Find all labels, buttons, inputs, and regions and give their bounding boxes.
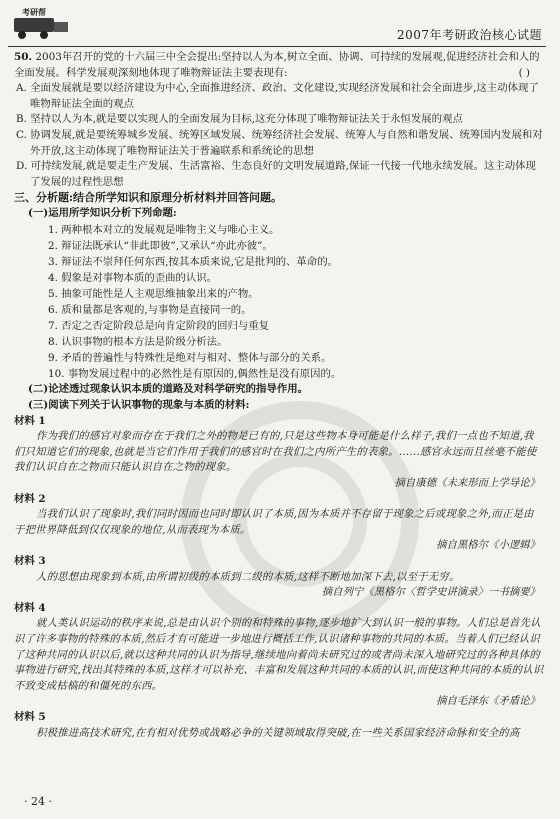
question-stem: 2003年召开的党的十六届三中全会提出:坚持以人为本,树立全面、协调、可持续的发展观,促进经济社会和人的全面发展。科学发展观深刻地体现了唯物辩证法主要表现有: bbox=[14, 51, 540, 79]
running-header-title: 2007年考研政治核心试题 bbox=[396, 28, 542, 42]
material-label: 材料 4 bbox=[14, 601, 46, 614]
proposition-item: 10. 事物发展过程中的必然性是有原因的,偶然性是没有原因的。 bbox=[48, 368, 342, 381]
publisher-logo bbox=[12, 8, 74, 42]
proposition-item: 1. 两种根本对立的发展观是唯物主义与唯心主义。 bbox=[48, 223, 280, 236]
material-label: 材料 2 bbox=[14, 492, 46, 505]
proposition-item: 9. 矛盾的普遍性与特殊性是绝对与相对、整体与部分的关系。 bbox=[48, 352, 332, 365]
question-50 bbox=[14, 50, 544, 81]
proposition-item: 3. 辩证法不崇拜任何东西,按其本质来说,它是批判的、革命的。 bbox=[48, 255, 338, 268]
answer-bracket: ( ) bbox=[518, 66, 530, 79]
subsection-2-heading: (二)论述透过现象认识本质的道路及对科学研究的指导作用。 bbox=[28, 383, 308, 396]
option-d: D. 可持续发展,就是要走生产发展、生活富裕、生态良好的文明发展道路,保证一代接一代地永续发展。这主动体现了发展的过程性思想 bbox=[16, 160, 536, 188]
page-header bbox=[8, 6, 546, 47]
option-b: B. 坚持以人为本,就是要以实现人的全面发展为目标,这充分体现了唯物辩证法关于永恒发展的观点 bbox=[16, 113, 463, 126]
question-number: 50. bbox=[14, 51, 33, 63]
material-body: 作为我们的感官对象而存在于我们之外的物是已有的,只是这些物本身可能是什么样子,我们一点也不知道,我们只知道它们的现象,也就是当它们作用于我们的感官时在我们之内所产生的表象。……感官永远而且丝毫不能使我们认识自在之物而只能认识自在之物的现象。 bbox=[14, 430, 537, 474]
page-content bbox=[14, 50, 544, 741]
material-source: 摘自黑格尔《小逻辑》 bbox=[436, 539, 540, 552]
subsection-1-heading: (一)运用所学知识分析下列命题: bbox=[28, 206, 177, 219]
material-source: 摘自列宁《黑格尔〈哲学史讲演录〉一书摘要》 bbox=[321, 586, 540, 599]
material-body: 当我们认识了现象时,我们同时因而也同时即认识了本质,因为本质并不存留于现象之后或现象之外,而正是由于把世界降低到仅仅现象的地位,从而表现为本质。 bbox=[14, 508, 534, 536]
proposition-item: 6. 质和量都是客观的,与事物是直接同一的。 bbox=[48, 304, 252, 316]
proposition-item: 7. 否定之否定阶段总是向肯定阶段的回归与重复 bbox=[48, 320, 270, 333]
material-label: 材料 3 bbox=[14, 555, 46, 567]
proposition-item: 8. 认识事物的根本方法是阶级分析法。 bbox=[48, 336, 228, 349]
option-c: C. 协调发展,就是要统筹城乡发展、统筹区域发展、统筹经济社会发展、统筹人与自然和谐发展、统筹国内发展和对外开放,这主动体现了唯物辩证法关于普遍联系和系统论的思想 bbox=[16, 128, 543, 157]
page-number: · 24 · bbox=[24, 795, 52, 808]
subsection-3-heading: (三)阅读下列关于认识事物的现象与本质的材料: bbox=[28, 399, 250, 412]
section-heading: 三、分析题:结合所学知识和原理分析材料并回答问题。 bbox=[14, 191, 283, 205]
proposition-item: 5. 抽象可能性是人主观思维抽象出来的产物。 bbox=[48, 287, 259, 300]
logo-text: 考研帮 bbox=[22, 7, 46, 17]
option-a: A. 全面发展就是要以经济建设为中心,全面推进经济、政治、文化建设,实现经济发展和社会全面进步,这主动体现了唯物辩证法全面的观点 bbox=[16, 82, 539, 110]
material-label: 材料 5 bbox=[14, 710, 46, 723]
proposition-item: 2. 辩证法既承认“非此即彼”,又承认“亦此亦彼”。 bbox=[48, 239, 273, 252]
material-source: 摘自康德《未来形而上学导论》 bbox=[394, 477, 540, 490]
material-label: 材料 1 bbox=[14, 414, 46, 427]
proposition-item: 4. 假象是对事物本质的歪曲的认识。 bbox=[48, 271, 218, 284]
material-body: 人的思想由现象到本质,由所谓初级的本质到二级的本质,这样不断地加深下去,以至于无穷。 bbox=[36, 570, 460, 583]
material-body: 积极推进高技术研究,在有相对优势或战略必争的关键领域取得突破,在一些关系国家经济命脉和安全的高 bbox=[36, 726, 520, 739]
material-body: 就人类认识运动的秩序来说,总是由认识个别的和特殊的事物,逐步地扩大到认识一般的事物。人们总是首先认识了许多事物的特殊的本质,然后才有可能进一步地进行概括工作,认识诸种事物的共同的本质。当着人们已经认识了这种共同的认识以后,就以这种共同的认识为指导,继续地向着尚未研究过的或者尚未深入地研究过的各种具体的事物进行研究,找出其特殊的本质,这样才可以补充、丰富和发展这种共同的本质的认识,而使这种共同的本质的认识不致变成枯槁的和僵死的东西。 bbox=[14, 617, 544, 692]
material-source: 摘自毛泽东《矛盾论》 bbox=[436, 695, 540, 708]
